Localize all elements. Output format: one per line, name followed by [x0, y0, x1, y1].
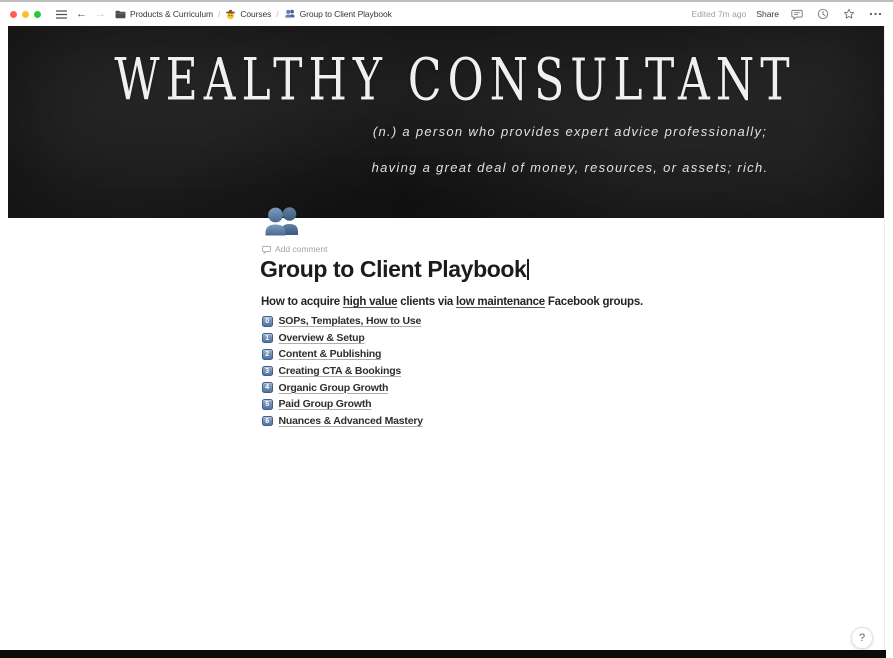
toc-list	[262, 313, 423, 429]
breadcrumb-label: Courses	[240, 9, 272, 19]
keycap-6-icon: 6	[262, 416, 273, 427]
keycap-4-icon: 4	[262, 382, 273, 393]
comment-bubble-icon	[262, 245, 271, 254]
intro-line	[261, 296, 643, 308]
toc-label: Paid Group Growth	[278, 398, 372, 411]
minimize-window-button[interactable]	[22, 11, 29, 18]
toc-label: Overview & Setup	[278, 331, 365, 344]
toc-label: Content & Publishing	[278, 348, 382, 361]
cover-image	[8, 26, 885, 218]
breadcrumb-separator: /	[217, 9, 221, 19]
cover-subtitle-line1: (n.) a person who provides expert advice professionally;	[372, 124, 768, 139]
toc-link-creating-cta-bookings[interactable]	[262, 363, 423, 380]
window-controls	[10, 11, 41, 18]
intro-text: Facebook groups.	[544, 296, 643, 308]
back-arrow-icon[interactable]: ←	[76, 7, 87, 20]
breadcrumb	[115, 9, 392, 20]
add-comment-button[interactable]	[262, 244, 327, 254]
breadcrumb-item-products-curriculum[interactable]	[115, 9, 213, 19]
intro-link-high-value[interactable]: high value	[342, 296, 398, 308]
updates-clock-icon[interactable]	[815, 6, 831, 22]
intro-text: How to acquire	[261, 296, 343, 308]
edited-timestamp: Edited 7m ago	[691, 9, 747, 19]
keycap-3-icon: 3	[262, 366, 273, 377]
toc-label: Organic Group Growth	[278, 381, 389, 394]
page-title-text: Group to Client Playbook	[260, 256, 527, 282]
comments-icon[interactable]	[789, 6, 805, 22]
busts-in-silhouette-icon	[284, 9, 296, 19]
breadcrumb-label: Group to Client Playbook	[299, 9, 392, 19]
topbar-actions	[691, 6, 883, 22]
forward-arrow-icon[interactable]: →	[95, 7, 106, 20]
text-caret	[527, 259, 529, 280]
folder-icon	[115, 9, 126, 19]
right-edge-divider	[884, 26, 885, 650]
toc-label: Creating CTA & Bookings	[278, 365, 402, 378]
toc-link-nuances-advanced-mastery[interactable]	[262, 413, 423, 430]
more-options-icon[interactable]	[867, 6, 883, 22]
cowboy-hat-face-icon	[225, 9, 236, 20]
keycap-2-icon: 2	[262, 349, 273, 360]
share-button[interactable]: Share	[756, 9, 779, 19]
toc-label: SOPs, Templates, How to Use	[278, 315, 422, 328]
add-comment-label: Add comment	[275, 244, 328, 254]
favorite-star-icon[interactable]	[841, 6, 857, 22]
sidebar-menu-icon[interactable]	[53, 6, 69, 22]
intro-text: clients via	[397, 296, 457, 308]
close-window-button[interactable]	[10, 11, 17, 18]
cover-subtitle-line2: having a great deal of money, resources, or assets; rich.	[371, 160, 769, 175]
toc-link-content-publishing[interactable]	[262, 346, 423, 363]
topbar	[0, 2, 893, 26]
breadcrumb-separator: /	[276, 9, 279, 19]
toc-label: Nuances & Advanced Mastery	[278, 414, 423, 427]
keycap-0-icon: 0	[262, 316, 273, 327]
page-icon-busts-in-silhouette[interactable]	[262, 204, 302, 241]
toc-link-overview-setup[interactable]	[262, 330, 423, 347]
breadcrumb-item-courses[interactable]	[225, 9, 271, 20]
cover-heading: WEALTHY CONSULTANT	[114, 46, 796, 115]
keycap-1-icon: 1	[262, 333, 273, 344]
toc-link-paid-group-growth[interactable]	[262, 396, 423, 413]
breadcrumb-item-group-to-client-playbook[interactable]	[284, 9, 392, 19]
breadcrumb-label: Products & Curriculum	[130, 9, 213, 19]
zoom-window-button[interactable]	[34, 11, 41, 18]
intro-link-low-maintenance[interactable]: low maintenance	[456, 296, 545, 308]
toc-link-organic-group-growth[interactable]	[262, 379, 423, 396]
keycap-5-icon: 5	[262, 399, 273, 410]
bottom-letterbox	[0, 650, 886, 658]
page-title[interactable]	[260, 256, 529, 283]
help-button[interactable]: ?	[851, 627, 873, 649]
toc-link-sops-templates[interactable]	[262, 313, 423, 330]
